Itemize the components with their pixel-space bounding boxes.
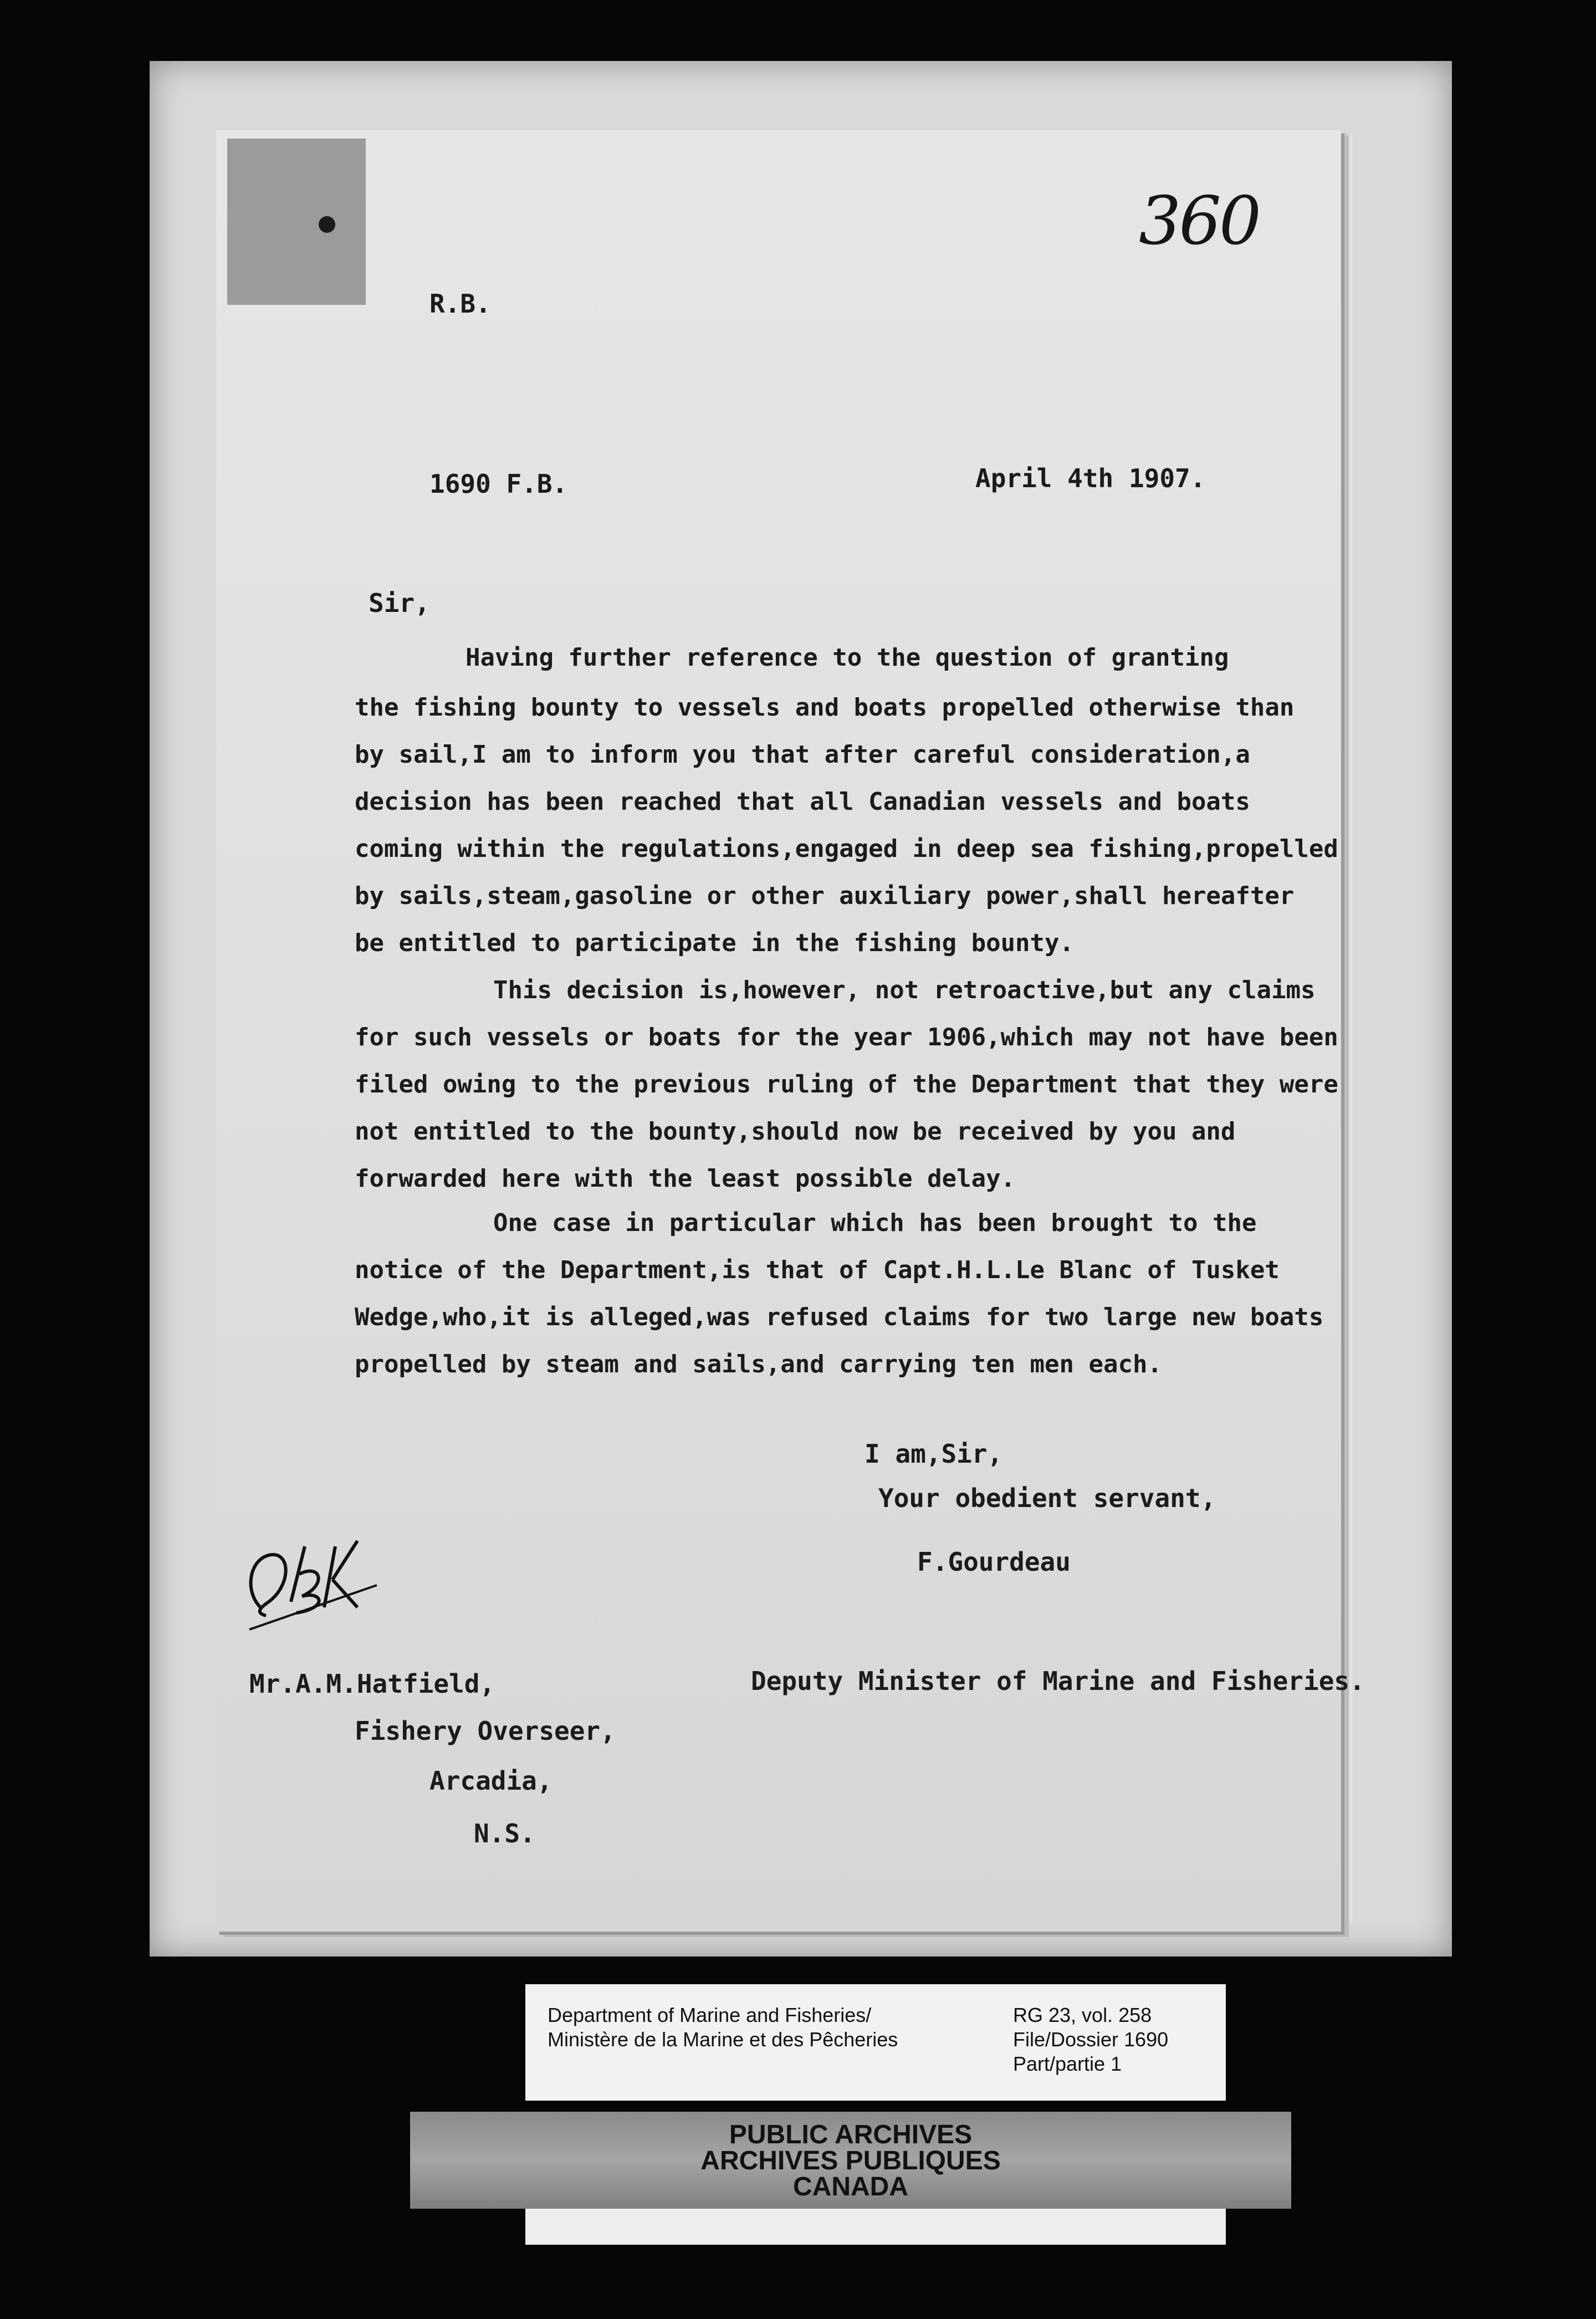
- letter-date: April 4th 1907.: [975, 463, 1206, 493]
- body-line: Having further reference to the question of granting: [466, 643, 1229, 672]
- addressee-line: Fishery Overseer,: [355, 1716, 616, 1746]
- body-line: notice of the Department,is that of Capt.H.L.Le Blanc of Tusket: [355, 1256, 1280, 1284]
- body-line: not entitled to the bounty,should now be received by you and: [355, 1117, 1236, 1146]
- body-line: propelled by steam and sails,and carrying ten men each.: [355, 1350, 1162, 1378]
- archive-label: [525, 1984, 1226, 2101]
- archive-stamp: [410, 2112, 1291, 2209]
- header-initials: R.B.: [429, 289, 491, 319]
- folio-number: 360: [1139, 183, 1260, 260]
- body-line: One case in particular which has been brought to the: [493, 1209, 1257, 1237]
- label-file: File/Dossier 1690: [1013, 2028, 1169, 2051]
- body-line: for such vessels or boats for the year 1906,which may not have been: [355, 1023, 1338, 1051]
- body-line: This decision is,however, not retroactive,but any claims: [493, 976, 1316, 1004]
- punch-hole: [319, 216, 335, 233]
- body-line: forwarded here with the least possible delay.: [355, 1164, 1016, 1193]
- label-record-group: RG 23, vol. 258: [1013, 2004, 1152, 2026]
- label-part: Part/partie 1: [1013, 2052, 1122, 2075]
- addressee-line: N.S.: [474, 1819, 535, 1848]
- signer-title: Deputy Minister of Marine and Fisheries.: [751, 1666, 1365, 1696]
- body-line: coming within the regulations,engaged in deep sea fishing,propelled: [355, 835, 1338, 863]
- stamp-line: ARCHIVES PUBLIQUES: [700, 2146, 1001, 2175]
- body-line: decision has been reached that all Canadian vessels and boats: [355, 788, 1250, 816]
- body-line: filed owing to the previous ruling of the Department that they were: [355, 1070, 1338, 1099]
- body-line: by sails,steam,gasoline or other auxiliary power,shall hereafter: [355, 882, 1295, 910]
- salutation: Sir,: [369, 588, 430, 618]
- file-reference: 1690 F.B.: [429, 469, 568, 499]
- label-department-fr: Ministère de la Marine et des Pêcheries: [548, 2028, 898, 2051]
- body-line: the fishing bounty to vessels and boats propelled otherwise than: [355, 693, 1295, 722]
- closing-line: Your obedient servant,: [878, 1483, 1216, 1513]
- stamp-line: PUBLIC ARCHIVES: [729, 2120, 973, 2149]
- label-department-en: Department of Marine and Fisheries/: [548, 2004, 872, 2026]
- closing-line: I am,Sir,: [864, 1439, 1003, 1469]
- body-line: Wedge,who,it is alleged,was refused claims for two large new boats: [355, 1303, 1324, 1331]
- body-line: by sail,I am to inform you that after careful consideration,a: [355, 740, 1250, 769]
- signature: F.Gourdeau: [917, 1547, 1071, 1577]
- file-tab: [227, 139, 366, 305]
- label-bottom-strip: [525, 2209, 1226, 2245]
- body-line: be entitled to participate in the fishing bounty.: [355, 929, 1075, 957]
- addressee-line: Mr.A.M.Hatfield,: [249, 1669, 495, 1699]
- stamp-line: CANADA: [793, 2172, 908, 2201]
- handwritten-initials: [238, 1524, 405, 1635]
- addressee-line: Arcadia,: [429, 1766, 553, 1796]
